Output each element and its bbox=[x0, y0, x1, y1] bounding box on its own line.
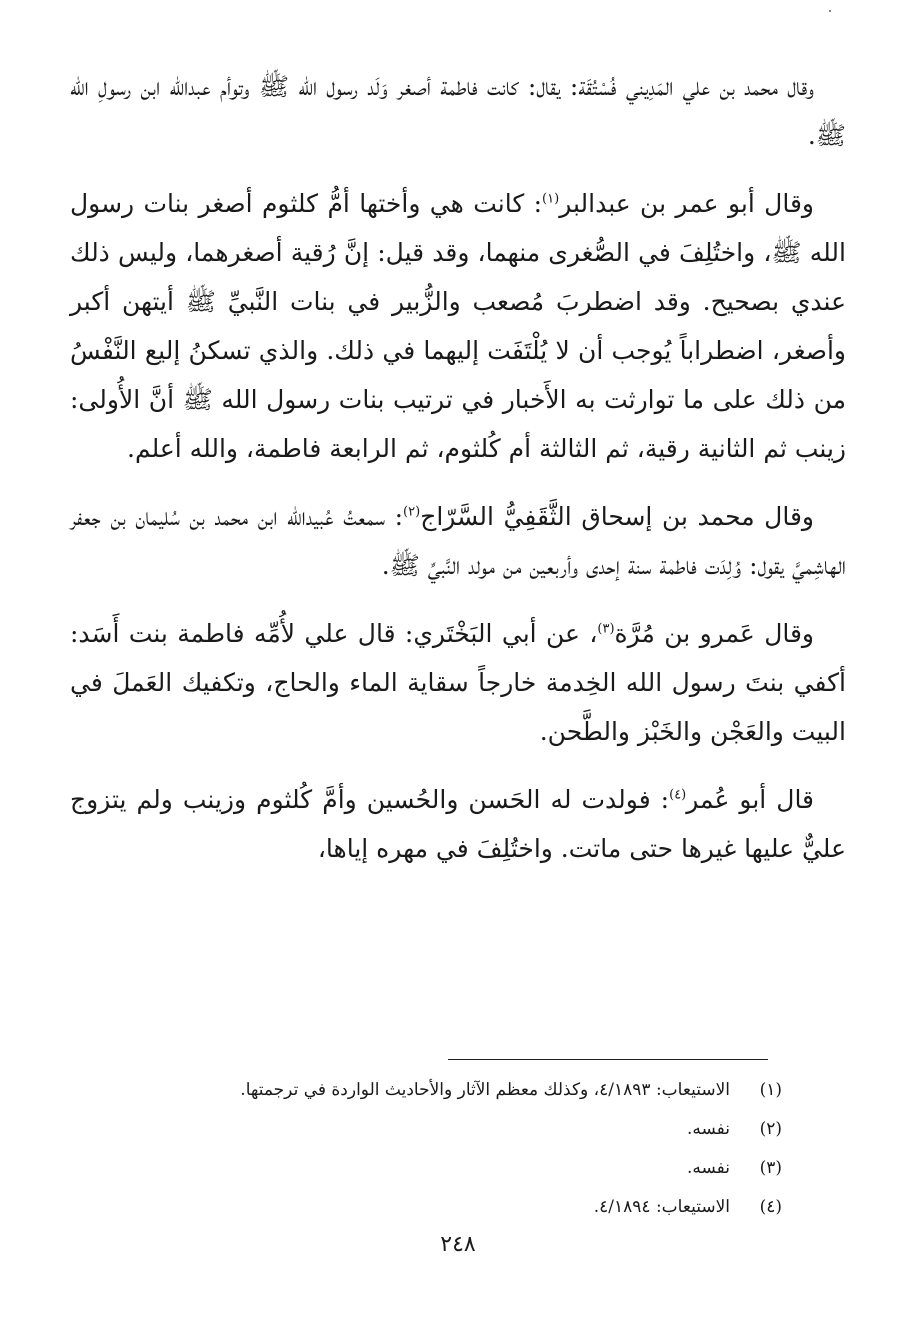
paragraph bbox=[70, 775, 846, 873]
paragraph-text: وقال عَمرو بن مُرَّة bbox=[614, 619, 815, 648]
footnote-ref[interactable]: (٢) bbox=[403, 504, 421, 520]
paragraph-text: ، عن أبي البَخْتَري: قال علي لأُمِّه فاطمة بنت أَسَد: أكفي بنتَ رسول الله الخِدمة خارجاً سقاية الماء والحاج، وتكفيك العَملَ في البيت والعَجْن والخَبْز والطَّحن. bbox=[70, 619, 846, 746]
footnote-text: الاستيعاب: ٤/١٨٩٣، وكذلك معظم الآثار والأحاديث الواردة في ترجمتها. bbox=[240, 1080, 730, 1100]
paragraph bbox=[70, 609, 846, 756]
paragraph bbox=[70, 62, 846, 160]
paragraph bbox=[70, 179, 846, 473]
footnote-ref[interactable]: (٤) bbox=[669, 787, 687, 803]
main-text bbox=[70, 62, 846, 892]
footnote-item bbox=[70, 1071, 782, 1110]
footnote-number: (٤) bbox=[759, 1197, 782, 1217]
footnote-item bbox=[70, 1149, 782, 1188]
paragraph-text: قال أبو عُمر bbox=[686, 785, 815, 814]
paragraph-text: : فولدت له الحَسن والحُسين وأمَّ كُلثوم وزينب ولم يتزوج عليٌّ عليها غيرها حتى ماتت. واختُلِفَ في مهره إياها، bbox=[70, 785, 846, 863]
footnote-separator bbox=[448, 1059, 768, 1060]
footnote-number: (٢) bbox=[759, 1119, 782, 1139]
paragraph-text: وقال أبو عمر بن عبدالبر bbox=[559, 189, 814, 218]
footnote-text: نفسه. bbox=[686, 1119, 730, 1139]
footnote-item bbox=[70, 1188, 782, 1227]
paragraph-text: : كانت هي وأختها أمُّ كلثوم أصغر بنات رسول الله ﷺ، واختُلِفَ في الصُّغرى منهما، وقد قيل: إنَّ رُقية أصغرهما، وليس ذلك عندي بصحيح. وقد اضطربَ مُصعب والزُّبير في بنات النَّبيِّ ﷺ أيتهن أكبر وأصغر، اضطراباً يُوجب أن لا يُلْتَفَت إليهما في ذلك. والذي تسكنُ إليع النَّفْسُ من ذلك على ما توارثت به الأَخبار في ترتيب بنات رسول الله ﷺ أنَّ الأُولى: زينب ثم الثانية رقية، ثم الثالثة أم كُلثوم، ثم الرابعة فاطمة، والله أعلم. bbox=[70, 189, 846, 463]
footnote-text: الاستيعاب: ٤/١٨٩٤. bbox=[593, 1197, 730, 1217]
paragraph-text: وقال محمد بن إسحاق الثَّقَفِيُّ السَّرّاج bbox=[420, 502, 814, 531]
footnote-number: (١) bbox=[759, 1080, 782, 1100]
footnotes bbox=[70, 1071, 782, 1227]
page-number: ٢٤٨ bbox=[440, 1232, 476, 1257]
paragraph-text: وقال محمد بن علي المَدِيني فُسْتُقَة: يقال: كانت فاطمة أصغر وَلَد رسول الله ﷺ وتوأم عبدالله ابن رسولِ الله ﷺ. bbox=[70, 72, 846, 150]
paragraph-text: : سمعتُ عُبيدالله ابن محمد بن سُليمان بن جعفر الهاشِميَّ يقول: وُلِدَت فاطمة سنة إحدى وأربعين من مولد النَّبيِّ ﷺ. bbox=[70, 502, 846, 580]
footnote-text: نفسه. bbox=[686, 1158, 730, 1178]
footnote-number: (٣) bbox=[759, 1158, 782, 1178]
footnote-item bbox=[70, 1110, 782, 1149]
paragraph bbox=[70, 492, 846, 590]
scan-speck bbox=[829, 10, 831, 12]
footnote-ref[interactable]: (١) bbox=[542, 191, 560, 207]
footnote-ref[interactable]: (٣) bbox=[597, 621, 615, 637]
